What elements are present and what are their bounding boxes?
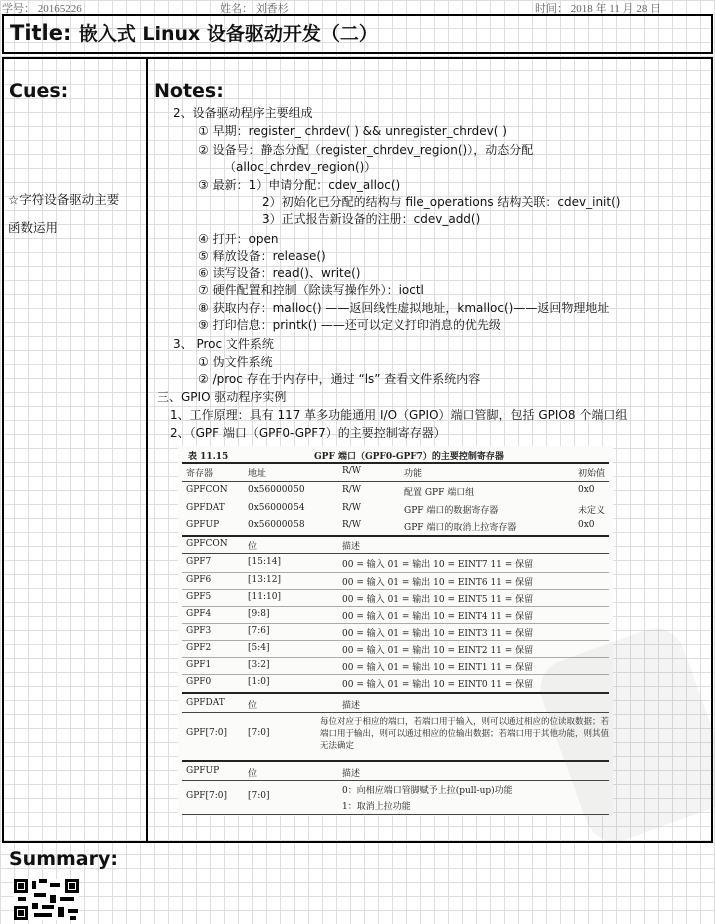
note-line: ⑨ 打印信息：printk() ——还可以定义打印消息的优先级 <box>198 318 501 332</box>
cell: 00 = 输入 01 = 输出 10 = EINT0 11 = 保留 <box>342 680 534 690</box>
cell: 配置 GPF 端口组 <box>404 488 475 498</box>
cell: [7:0] <box>248 728 270 738</box>
note-line: 1、工作原理：具有 117 革多功能通用 I/O（GPIO）端口管脚，包括 GPIO8 个端口组 <box>170 408 628 422</box>
cell: R/W <box>342 503 362 513</box>
gpfcon-row <box>182 573 609 590</box>
rule <box>182 481 609 482</box>
cell: [1:0] <box>248 677 270 687</box>
qr-code <box>14 879 79 920</box>
cell: R/W <box>342 485 362 495</box>
cell: GPF2 <box>186 643 212 653</box>
gpfcon-header-row <box>182 537 609 554</box>
title-text: 嵌入式 Linux 设备驱动开发（二） <box>78 23 378 45</box>
cell: 0：向相应端口管脚赋予上拉(pull-up)功能 <box>342 786 513 796</box>
note-line: 2、设备驱动程序主要组成 <box>173 106 313 120</box>
cell: 位 <box>248 769 258 779</box>
cell: GPFCON <box>186 539 228 549</box>
col-header: 功能 <box>404 469 423 479</box>
table-row <box>182 518 609 535</box>
cell: GPF7 <box>186 557 212 567</box>
student-id: 学号： 20165226 <box>2 3 82 15</box>
gpfcon-row <box>182 624 609 641</box>
date: 时间： 2018 年 11 月 28 日 <box>535 3 662 15</box>
gpfcon-row <box>182 607 609 624</box>
col-header: 寄存器 <box>186 469 214 479</box>
note-line: ① 伪文件系统 <box>198 355 273 369</box>
col-header: 地址 <box>248 469 267 479</box>
gpfcon-row <box>182 641 609 658</box>
cell: 00 = 输入 01 = 输出 10 = EINT7 11 = 保留 <box>342 560 534 570</box>
note-line: ② 设备号：静态分配（register_chrdev_region()），动态分配 <box>198 143 534 157</box>
rule <box>182 780 609 781</box>
cell: 0x56000058 <box>248 520 305 530</box>
cell: 00 = 输入 01 = 输出 10 = EINT5 11 = 保留 <box>342 595 534 605</box>
gpfup-header-row <box>182 764 609 781</box>
cell: [5:4] <box>248 643 270 653</box>
cell: GPFDAT <box>186 698 225 708</box>
table-caption <box>184 449 607 463</box>
cell: 描述 <box>342 701 361 711</box>
cell: [13:12] <box>248 575 281 585</box>
rule <box>182 814 609 815</box>
cell: [7:0] <box>248 791 270 801</box>
note-line: ⑧ 获取内存：malloc() ——返回线性虚拟地址，kmalloc()——返回物理地址 <box>198 301 610 315</box>
gpfcon-row <box>182 590 609 607</box>
cell: GPFUP <box>186 520 220 530</box>
cell: GPFUP <box>186 766 220 776</box>
note-line: ② /proc 存在于内存中，通过 “ls” 查看文件系统内容 <box>198 372 481 386</box>
notes-heading: Notes: <box>154 80 224 102</box>
note-line: 3、 Proc 文件系统 <box>173 337 274 351</box>
note-line: ① 早期：register_ chrdev( ) && unregister_chrdev( ) <box>198 124 507 138</box>
table-title: GPF 端口（GPF0-GPF7）的主要控制寄存器 <box>314 452 504 462</box>
cue-divider <box>146 59 148 843</box>
cell: GPF4 <box>186 609 212 619</box>
register-table <box>178 446 613 816</box>
gpfcon-row <box>182 555 609 572</box>
cell: GPF 端口的数据寄存器 <box>404 506 499 516</box>
cell: GPF[7:0] <box>186 791 227 801</box>
table-header-row <box>182 464 609 481</box>
cue-line: 函数运用 <box>8 220 59 235</box>
note-line: 2）初始化已分配的结构与 file_operations 结构关联：cdev_init() <box>262 195 621 209</box>
note-line: ⑦ 硬件配置和控制（除读写操作外）：ioctl <box>198 283 424 297</box>
note-line: ③ 最新：1）申请分配：cdev_alloc() <box>198 178 401 192</box>
cell: [7:6] <box>248 626 270 636</box>
gpfdat-row <box>182 714 609 758</box>
student-name: 姓名： 刘香杉 <box>220 3 289 15</box>
cell: GPF0 <box>186 677 212 687</box>
cell: 00 = 输入 01 = 输出 10 = EINT3 11 = 保留 <box>342 629 534 639</box>
cell: 0x0 <box>578 485 595 495</box>
col-header: R/W <box>342 466 362 476</box>
cell: 0x0 <box>578 520 595 530</box>
cell: GPF6 <box>186 575 212 585</box>
cues-heading: Cues: <box>9 80 69 102</box>
cell: GPF1 <box>186 660 212 670</box>
cell: 00 = 输入 01 = 输出 10 = EINT1 11 = 保留 <box>342 663 534 673</box>
cell: 1：取消上拉功能 <box>342 802 411 812</box>
cell: 位 <box>248 701 258 711</box>
cell: [3:2] <box>248 660 270 670</box>
summary-heading: Summary: <box>9 848 118 870</box>
cell: 描述 <box>342 542 361 552</box>
cell: GPF5 <box>186 592 212 602</box>
note-line: ④ 打开：open <box>198 232 279 246</box>
note-line: （alloc_chrdev_region()） <box>224 160 377 174</box>
note-line: ⑥ 读写设备：read()、write() <box>198 266 361 280</box>
note-line: 2、（GPF 端口（GPF0-GPF7）的主要控制寄存器） <box>170 426 446 440</box>
rule <box>182 553 609 554</box>
title-label: Title: <box>10 21 72 45</box>
cell: 0x56000050 <box>248 485 305 495</box>
cell: 00 = 输入 01 = 输出 10 = EINT2 11 = 保留 <box>342 646 534 656</box>
cell: GPF3 <box>186 626 212 636</box>
cell: GPF[7:0] <box>186 728 227 738</box>
cell: 00 = 输入 01 = 输出 10 = EINT4 11 = 保留 <box>342 612 534 622</box>
rule <box>182 712 609 713</box>
note-line: 3）正式报告新设备的注册：cdev_add() <box>262 212 481 226</box>
cell: [11:10] <box>248 592 281 602</box>
cell: [15:14] <box>248 557 281 567</box>
cell: GPFDAT <box>186 503 225 513</box>
cell: R/W <box>342 520 362 530</box>
cell: 未定义 <box>578 506 606 516</box>
cell: GPFCON <box>186 485 228 495</box>
gpfup-row <box>182 782 609 814</box>
cell: 0x56000054 <box>248 503 305 513</box>
table-row <box>182 501 609 518</box>
cell: 00 = 输入 01 = 输出 10 = EINT6 11 = 保留 <box>342 578 534 588</box>
page-header <box>0 0 715 14</box>
note-line: 三、GPIO 驱动程序实例 <box>157 390 287 404</box>
cell: [9:8] <box>248 609 270 619</box>
table-number: 表 11.15 <box>188 452 229 462</box>
col-header: 初始值 <box>578 469 606 479</box>
rule <box>182 760 609 762</box>
cell: 每位对应于相应的端口，若端口用于输入，则可以通过相应的位读取数据；若端口用于输出，则可以通过相应的位输出数据；若端口用于其他功能，则其值无法确定 <box>320 717 610 751</box>
cell: 位 <box>248 542 258 552</box>
note-line: ⑤ 释放设备：release() <box>198 249 326 263</box>
table-row <box>182 483 609 500</box>
cell: 描述 <box>342 769 361 779</box>
page-title <box>10 19 378 46</box>
cue-line: ☆字符设备驱动主要 <box>8 192 120 207</box>
cell: GPF 端口的取消上拉寄存器 <box>404 523 517 533</box>
